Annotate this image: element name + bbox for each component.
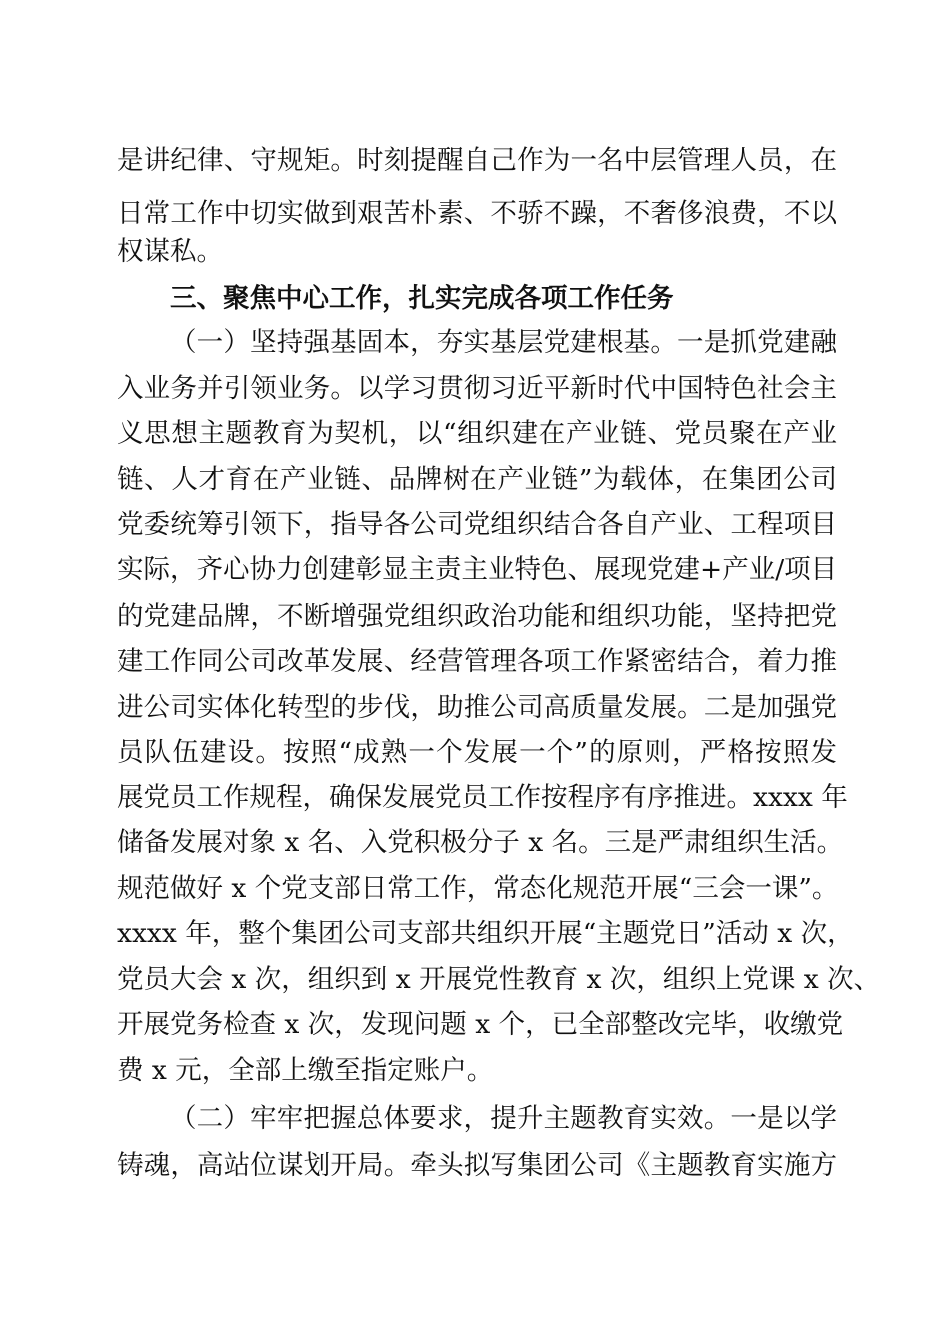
- body-text-line: 链、人才育在产业链、品牌树在产业链”为载体，在集团公司: [117, 464, 837, 495]
- body-text-line: 党员大会 x 次，组织到 x 开展党性教育 x 次，组织上党课 x 次、: [117, 964, 881, 995]
- body-text-line: 规范做好 x 个党支部日常工作，常态化规范开展“三会一课”。: [117, 873, 839, 904]
- body-text-line: 储备发展对象 x 名、入党积极分子 x 名。三是严肃组织生活。: [117, 827, 844, 858]
- body-text-line: 权谋私。: [117, 236, 223, 267]
- body-text-line: 开展党务检查 x 次，发现问题 x 个，已全部整改完毕，收缴党: [117, 1009, 844, 1040]
- body-text-line: 义思想主题教育为契机，以“组织建在产业链、党员聚在产业: [117, 418, 837, 449]
- body-text-line: 建工作同公司改革发展、经营管理各项工作紧密结合，着力推: [117, 646, 837, 677]
- section-heading: 三、聚焦中心工作，扎实完成各项工作任务: [170, 283, 674, 314]
- body-text-line: 日常工作中切实做到艰苦朴素、不骄不躁，不奢侈浪费，不以: [117, 198, 837, 229]
- body-text-line: 进公司实体化转型的步伐，助推公司高质量发展。二是加强党: [117, 692, 837, 723]
- body-text-line: 入业务并引领业务。以学习贯彻习近平新时代中国特色社会主: [117, 373, 837, 404]
- body-text-line: 党委统筹引领下，指导各公司党组织结合各自产业、工程项目: [117, 509, 837, 540]
- body-text-line: 展党员工作规程，确保发展党员工作按程序有序推进。xxxx 年: [117, 782, 848, 813]
- body-text-line: xxxx 年，整个集团公司支部共组织开展“主题党日”活动 x 次，: [117, 918, 854, 949]
- body-text-line: 铸魂，高站位谋划开局。牵头拟写集团公司《主题教育实施方: [117, 1150, 837, 1181]
- body-text-line: 实际，齐心协力创建彰显主责主业特色、展现党建+产业/项目: [117, 554, 838, 585]
- paragraph-heading-line: （一）坚持强基固本，夯实基层党建根基。一是抓党建融: [170, 327, 837, 358]
- body-text-line: 的党建品牌，不断增强党组织政治功能和组织功能，坚持把党: [117, 601, 837, 632]
- body-text-line: 员队伍建设。按照“成熟一个发展一个”的原则，严格按照发: [117, 737, 837, 768]
- body-text-line: 是讲纪律、守规矩。时刻提醒自己作为一名中层管理人员，在: [117, 145, 837, 176]
- body-text-line: 费 x 元，全部上缴至指定账户。: [117, 1055, 494, 1086]
- paragraph-heading-line: （二）牢牢把握总体要求，提升主题教育实效。一是以学: [170, 1103, 837, 1134]
